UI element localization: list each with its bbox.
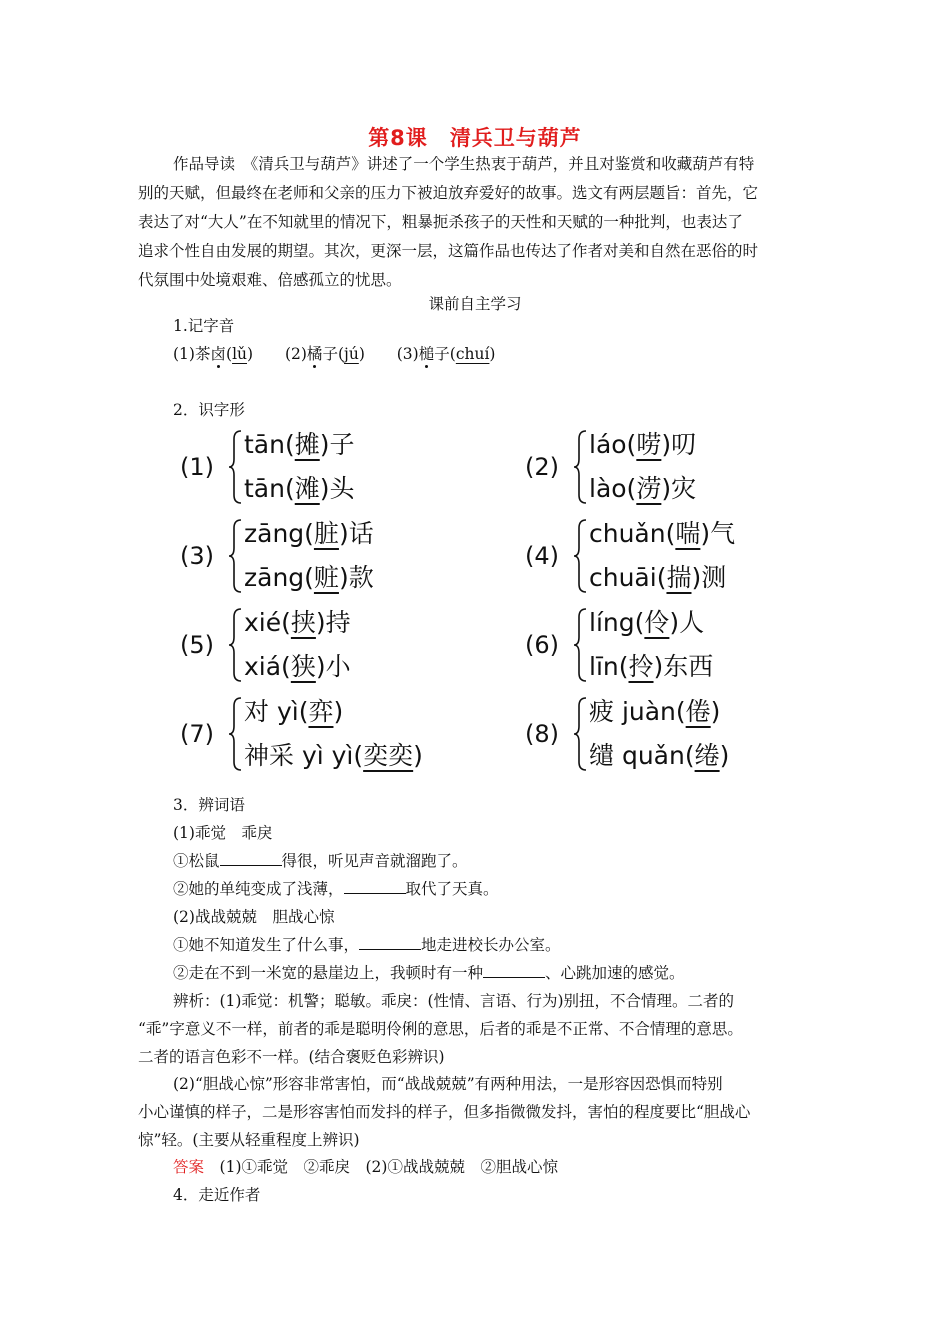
- answer-char: 弈: [308, 697, 334, 726]
- intro-line: 代氛围中处境艰难、倍感孤立的忧思。: [138, 271, 402, 289]
- answer-char: 拎: [628, 652, 654, 681]
- q3-sentence: ②走在不到一米宽的悬崖边上，我顿时有一种 、心跳加速的感觉。: [173, 964, 685, 982]
- intro-line: 追求个性自由发展的期望。其次，更深一层，这篇作品也传达了作者对美和自然在恶俗的时: [138, 242, 759, 260]
- analysis-line: “乖”字意义不一样，前者的乖是聪明伶俐的意思，后者的乖是不正常、不合情理的意思。: [138, 1020, 743, 1038]
- brace-icon: [572, 607, 590, 683]
- answer-char: 喘: [675, 519, 701, 548]
- q3-title: 3．辨词语: [173, 796, 245, 814]
- analysis-line: 辨析：(1)乖觉：机警；聪敏。乖戾：(性情、言语、行为)别扭，不合情理。二者的: [173, 992, 735, 1010]
- q3-sentence: ②她的单纯变成了浅薄， 取代了天真。: [173, 880, 499, 898]
- intro-line: 别的天赋，但最终在老师和父亲的压力下被迫放弃爱好的故事。选文有两层题旨：首先，它: [138, 184, 759, 202]
- analysis-line: 二者的语言色彩不一样。(结合褒贬色彩辨识): [138, 1048, 445, 1066]
- brace-icon: [227, 696, 245, 772]
- q1-item: (1)茶卤(lǔ): [173, 345, 254, 363]
- q3-sentence: ①她不知道发生了什么事， 地走进校长办公室。: [173, 936, 561, 954]
- lesson-number: 第8课: [368, 126, 428, 150]
- brace-icon: [572, 696, 590, 772]
- answer-char: 脏: [313, 519, 339, 548]
- brace-icon: [227, 518, 245, 594]
- brace-icon: [572, 518, 590, 594]
- lesson-title: [0, 122, 950, 152]
- brace-icon: [227, 429, 245, 505]
- analysis-line: 惊”轻。(主要从轻重程度上辨识): [138, 1131, 360, 1149]
- section-heading: 课前自主学习: [428, 295, 522, 313]
- answer-char: 赃: [313, 563, 339, 592]
- q4-title: 4．走近作者: [173, 1186, 261, 1204]
- answer-char: 揣: [666, 563, 692, 592]
- answer-line: [173, 1155, 558, 1177]
- answer-char: 唠: [636, 430, 662, 459]
- lesson-name: 清兵卫与葫芦: [449, 126, 582, 150]
- intro-line: 表达了对“大人”在不知就里的情况下，粗暴扼杀孩子的天性和天赋的一种批判，也表达了: [138, 213, 743, 231]
- brace-icon: [572, 429, 590, 505]
- fill-blank[interactable]: [344, 879, 406, 894]
- answer-char: 伶: [644, 608, 670, 637]
- answer-char: 绻: [694, 741, 720, 770]
- answer-char: 挟: [290, 608, 316, 637]
- answer-char: 摊: [294, 430, 320, 459]
- document-page: 第8课 清兵卫与葫芦 作品导读 《清兵卫与葫芦》讲述了一个学生热衷于葫芦，并且对鉴赏和收藏葫芦有特 别的天赋，但最终在老师和父亲的压力下被迫放弃爱好的故事。选文有两层题旨：首先，它 表达了对“大人”在不知就里的情况下，粗暴扼杀孩子的天性和天赋的一种批判，也表达了 追求个性自由发展的期望。其次，更深一层，这篇作品也传达了作者对美和自然在恶俗的时 代氛围中处境艰难、倍感孤立的忧思。 课前自主学习 1.记字音 (1)茶卤(lǔ) (2)橘子(jú) (3)槌子(chuí) 2．识字形 (1) tān(摊)子 tān(滩)头 (2) láo(唠)叨 lào(涝)灾 (3) zāng(脏)话 zāng(赃)款 (4) chuǎn(喘)气 chuāi(揣)测 (5) xié(挟)持 xiá(狭)小 (6) líng(伶)人 līn(拎)东西 (7) 对 yì(弈) 神采 yì yì(奕奕) (8) 疲 juàn(倦) 缱 quǎn(绻) 3．辨词语 (1)乖觉 乖戾 ①松鼠 得很，听见声音就溜跑了。 ②她的单纯变成了浅薄， 取代了天真。 (2)战战兢兢 胆战心惊 ①她不知道发生了什么事， 地走进校长办公室。 ②走在不到一米宽的悬崖边上，我顿时有一种 、心跳加速的感觉。 辨析：(1)乖觉：机警；聪敏。乖戾：(性情、言语、行为)别扭，不合情理。二者的 “乖”字意义不一样，前者的乖是聪明伶俐的意思，后者的乖是不正常、不合情理的意思。 二者的语言色彩不一样。(结合褒贬色彩辨识) (2)“胆战心惊”形容非常害怕，而“战战兢兢”有两种用法，一是形容因恐惧而特别 小心谨慎的样子，二是形容害怕而发抖的样子，但多指微微发抖，害怕的程度要比“胆战心 惊”轻。(主要从轻重程度上辨识) 答案 (1)①乖觉 ②乖戾 (2)①战战兢兢 ②胆战心惊 4．走近作者: [0, 0, 950, 1344]
- intro-line: 作品导读 《清兵卫与葫芦》讲述了一个学生热衷于葫芦，并且对鉴赏和收藏葫芦有特: [173, 155, 755, 173]
- q1-item: (3)槌子(chuí): [396, 345, 496, 363]
- q1-title: 1.记字音: [173, 317, 235, 335]
- analysis-line: (2)“胆战心惊”形容非常害怕，而“战战兢兢”有两种用法，一是形容因恐惧而特别: [173, 1075, 723, 1093]
- brace-icon: [227, 607, 245, 683]
- answer-char: 奕奕: [363, 741, 414, 770]
- fill-blank[interactable]: [220, 851, 282, 866]
- fill-blank[interactable]: [359, 935, 421, 950]
- answer-char: 狭: [290, 652, 316, 681]
- q1-items: [173, 342, 495, 364]
- answer-char: 滩: [294, 474, 320, 503]
- q2-title: 2．识字形: [173, 401, 245, 419]
- fill-blank[interactable]: [483, 963, 545, 978]
- answer-text: (1)①乖觉 ②乖戾 (2)①战战兢兢 ②胆战心惊: [219, 1158, 558, 1176]
- analysis-line: 小心谨慎的样子，二是形容害怕而发抖的样子，但多指微微发抖，害怕的程度要比“胆战心: [138, 1103, 751, 1121]
- answer-char: 涝: [636, 474, 662, 503]
- q1-item: (2)橘子(jú): [284, 345, 365, 363]
- answer-char: 倦: [685, 697, 711, 726]
- q3-sub2: (2)战战兢兢 胆战心惊: [173, 908, 335, 926]
- q3-sub1: (1)乖觉 乖戾: [173, 824, 273, 842]
- answer-label: 答案: [173, 1158, 205, 1176]
- q3-sentence: ①松鼠 得很，听见声音就溜跑了。: [173, 852, 468, 870]
